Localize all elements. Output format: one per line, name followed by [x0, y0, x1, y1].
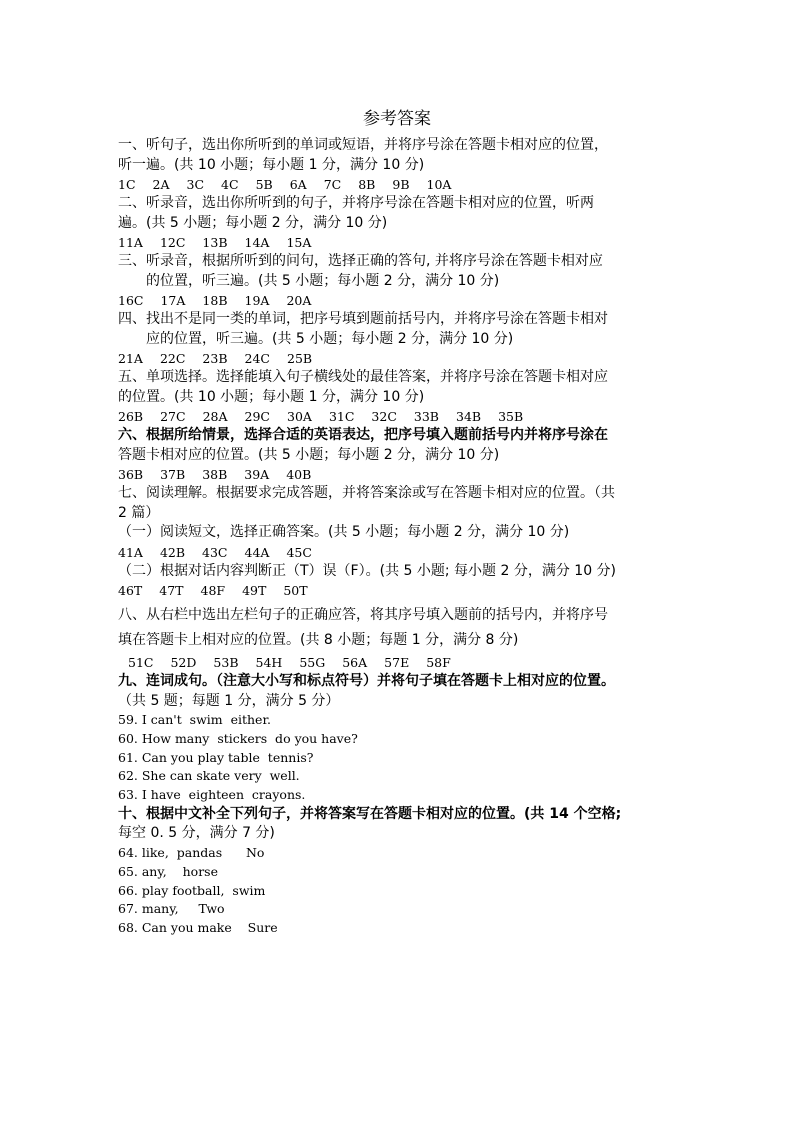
- section-3-heading-line2: 的位置，听三遍。(共 5 小题；每小题 2 分，满分 10 分): [146, 272, 500, 289]
- section-7-heading-line2: 2 篇）: [118, 504, 160, 521]
- answer: 32C: [371, 409, 397, 424]
- answer: 37B: [160, 467, 186, 482]
- section-10-heading-line1: 十、根据中文补全下列句子，并将答案写在答题卡相对应的位置。(共 14 个空格;: [118, 805, 622, 822]
- answer: 12C: [159, 235, 186, 250]
- section-7-sub1-heading: （一）阅读短文，选择正确答案。(共 5 小题；每小题 2 分，满分 10 分): [118, 524, 570, 540]
- answer: 23B: [202, 351, 228, 366]
- section-1-answers: [118, 175, 688, 194]
- answer: 2A: [152, 177, 170, 192]
- section-6-heading-line1: 六、根据所给情景，选择合适的英语表达，把序号填入题前括号内并将序号涂在: [118, 427, 608, 443]
- page-title: 参考答案: [363, 109, 431, 129]
- section-6-heading-line2: 答题卡相对应的位置。(共 5 小题；每小题 2 分，满分 10 分): [118, 446, 500, 463]
- list-item: 62. She can skate very well.: [118, 768, 300, 784]
- answer: 57E: [384, 655, 410, 670]
- answer: 13B: [202, 235, 228, 250]
- answer: 44A: [244, 544, 270, 560]
- list-item: 67. many, Two: [118, 901, 225, 917]
- section-5: [118, 368, 688, 426]
- answer: 4C: [221, 177, 239, 192]
- answer: 35B: [498, 409, 524, 424]
- answer: 15A: [286, 235, 312, 250]
- section-10: [118, 805, 688, 938]
- answer: 18B: [202, 293, 228, 308]
- section-7-sub1-answers: [118, 543, 688, 562]
- section-7-sub2-answers: [118, 581, 688, 600]
- answer: 41A: [118, 544, 143, 560]
- section-5-heading-line2: 的位置。(共 10 小题；每小题 1 分，满分 10 分): [118, 388, 425, 405]
- answer: 21A: [118, 351, 143, 366]
- section-3: [118, 252, 688, 310]
- answer: 34B: [456, 409, 482, 424]
- answer: 20A: [286, 293, 312, 308]
- answer: 55G: [299, 655, 326, 670]
- answer: 1C: [118, 177, 136, 192]
- answer: 27C: [160, 409, 186, 424]
- answer: 6A: [289, 177, 307, 192]
- section-9-heading-line1: 九、连词成句。（注意大小写和标点符号）并将句子填在答题卡上相对应的位置。: [118, 673, 615, 689]
- section-8-heading-line1: 八、从右栏中选出左栏句子的正确应答，将其序号填入题前的括号内，并将序号: [118, 607, 608, 623]
- section-8-answers: [118, 653, 688, 672]
- answer: 47T: [159, 583, 184, 598]
- section-3-answers: [118, 291, 688, 310]
- answer: 11A: [118, 235, 143, 250]
- answer: 39A: [244, 467, 270, 482]
- list-item: 61. Can you play table tennis?: [118, 749, 314, 765]
- list-item: 65. any, horse: [118, 863, 218, 879]
- answer: 43C: [202, 544, 228, 560]
- answer: 58F: [426, 655, 451, 670]
- section-2: [118, 194, 688, 252]
- list-item: 60. How many stickers do you have?: [118, 730, 358, 746]
- answer: 3C: [186, 177, 205, 192]
- answer: 16C: [118, 293, 144, 308]
- answer: 25B: [287, 351, 313, 366]
- answer: 5B: [255, 177, 273, 192]
- answer: 29C: [244, 409, 270, 424]
- answer: 19A: [244, 293, 270, 308]
- answer: 38B: [202, 467, 228, 482]
- list-item: 66. play football, swim: [118, 882, 266, 898]
- section-7: [118, 484, 688, 600]
- section-1-heading-line1: 一、听句子，选出你所听到的单词或短语，并将序号涂在答题卡相对应的位置，: [118, 137, 608, 153]
- answer-content: [118, 136, 688, 938]
- list-item: 63. I have eighteen crayons.: [118, 787, 306, 803]
- section-5-heading-line1: 五、单项选择。选择能填入句子横线处的最佳答案，并将序号涂在答题卡相对应: [118, 369, 608, 385]
- section-1-heading-line2: 听一遍。(共 10 小题；每小题 1 分，满分 10 分): [118, 156, 425, 173]
- section-2-heading-line1: 二、听录音，选出你所听到的句子，并将序号涂在答题卡相对应的位置，听两: [118, 195, 594, 211]
- section-6: [118, 426, 688, 484]
- answer: 52D: [170, 655, 197, 670]
- section-2-answers: [118, 233, 688, 252]
- answer: 56A: [342, 655, 368, 670]
- answer: 48F: [200, 583, 226, 598]
- section-2-heading-line2: 遍。(共 5 小题；每小题 2 分，满分 10 分): [118, 214, 388, 231]
- answer: 50T: [283, 583, 308, 598]
- answer: 46T: [118, 583, 143, 598]
- answer: 53B: [213, 655, 239, 670]
- answer: 49T: [242, 583, 267, 598]
- section-7-sub2-heading: （二）根据对话内容判断正（T）误（F）。(共 5 小题; 每小题 2 分，满分 10 分): [118, 562, 617, 579]
- answer: 8B: [358, 177, 376, 192]
- list-item: 64. like, pandas No: [118, 844, 265, 860]
- answer: 51C: [128, 655, 154, 670]
- answer: 40B: [286, 467, 312, 482]
- section-4: [118, 310, 688, 368]
- section-7-heading-line1: 七、阅读理解。根据要求完成答题，并将答案涂或写在答题卡相对应的位置。（共: [118, 485, 615, 501]
- answer: 45C: [286, 544, 312, 560]
- answer: 33B: [413, 409, 439, 424]
- answer: 26B: [118, 409, 144, 424]
- section-9: [118, 672, 688, 805]
- answer: 24C: [244, 351, 270, 366]
- answer: 17A: [160, 293, 186, 308]
- answer: 42B: [159, 544, 186, 560]
- answer: 22C: [159, 351, 186, 366]
- answer: 31C: [328, 409, 355, 424]
- section-5-answers: [118, 407, 688, 426]
- section-4-heading-line2: 应的位置，听三遍。(共 5 小题；每小题 2 分，满分 10 分): [146, 330, 514, 347]
- section-9-heading-line2: （共 5 题；每题 1 分，满分 5 分）: [118, 692, 340, 709]
- answer: 7C: [323, 177, 342, 192]
- answer: 9B: [392, 177, 410, 192]
- section-8-heading-line2: 填在答题卡上相对应的位置。(共 8 小题；每题 1 分，满分 8 分): [118, 632, 519, 648]
- section-3-heading-line1: 三、听录音，根据所听到的问句，选择正确的答句, 并将序号涂在答题卡相对应: [118, 253, 603, 269]
- section-6-answers: [118, 465, 688, 484]
- answer: 54H: [255, 655, 283, 670]
- list-item: 59. I can't swim either.: [118, 712, 272, 727]
- answer: 10A: [426, 177, 452, 192]
- section-4-answers: [118, 349, 688, 368]
- section-8: [118, 603, 688, 672]
- section-4-heading-line1: 四、找出不是同一类的单词，把序号填到题前括号内，并将序号涂在答题卡相对: [118, 311, 608, 327]
- answer: 28A: [202, 409, 228, 424]
- answer: 36B: [118, 467, 144, 482]
- answer: 14A: [244, 235, 270, 250]
- section-10-heading-line2: 每空 0. 5 分，满分 7 分): [118, 825, 275, 842]
- answer: 30A: [287, 409, 312, 424]
- list-item: 68. Can you make Sure: [118, 920, 278, 936]
- section-1: [118, 136, 688, 194]
